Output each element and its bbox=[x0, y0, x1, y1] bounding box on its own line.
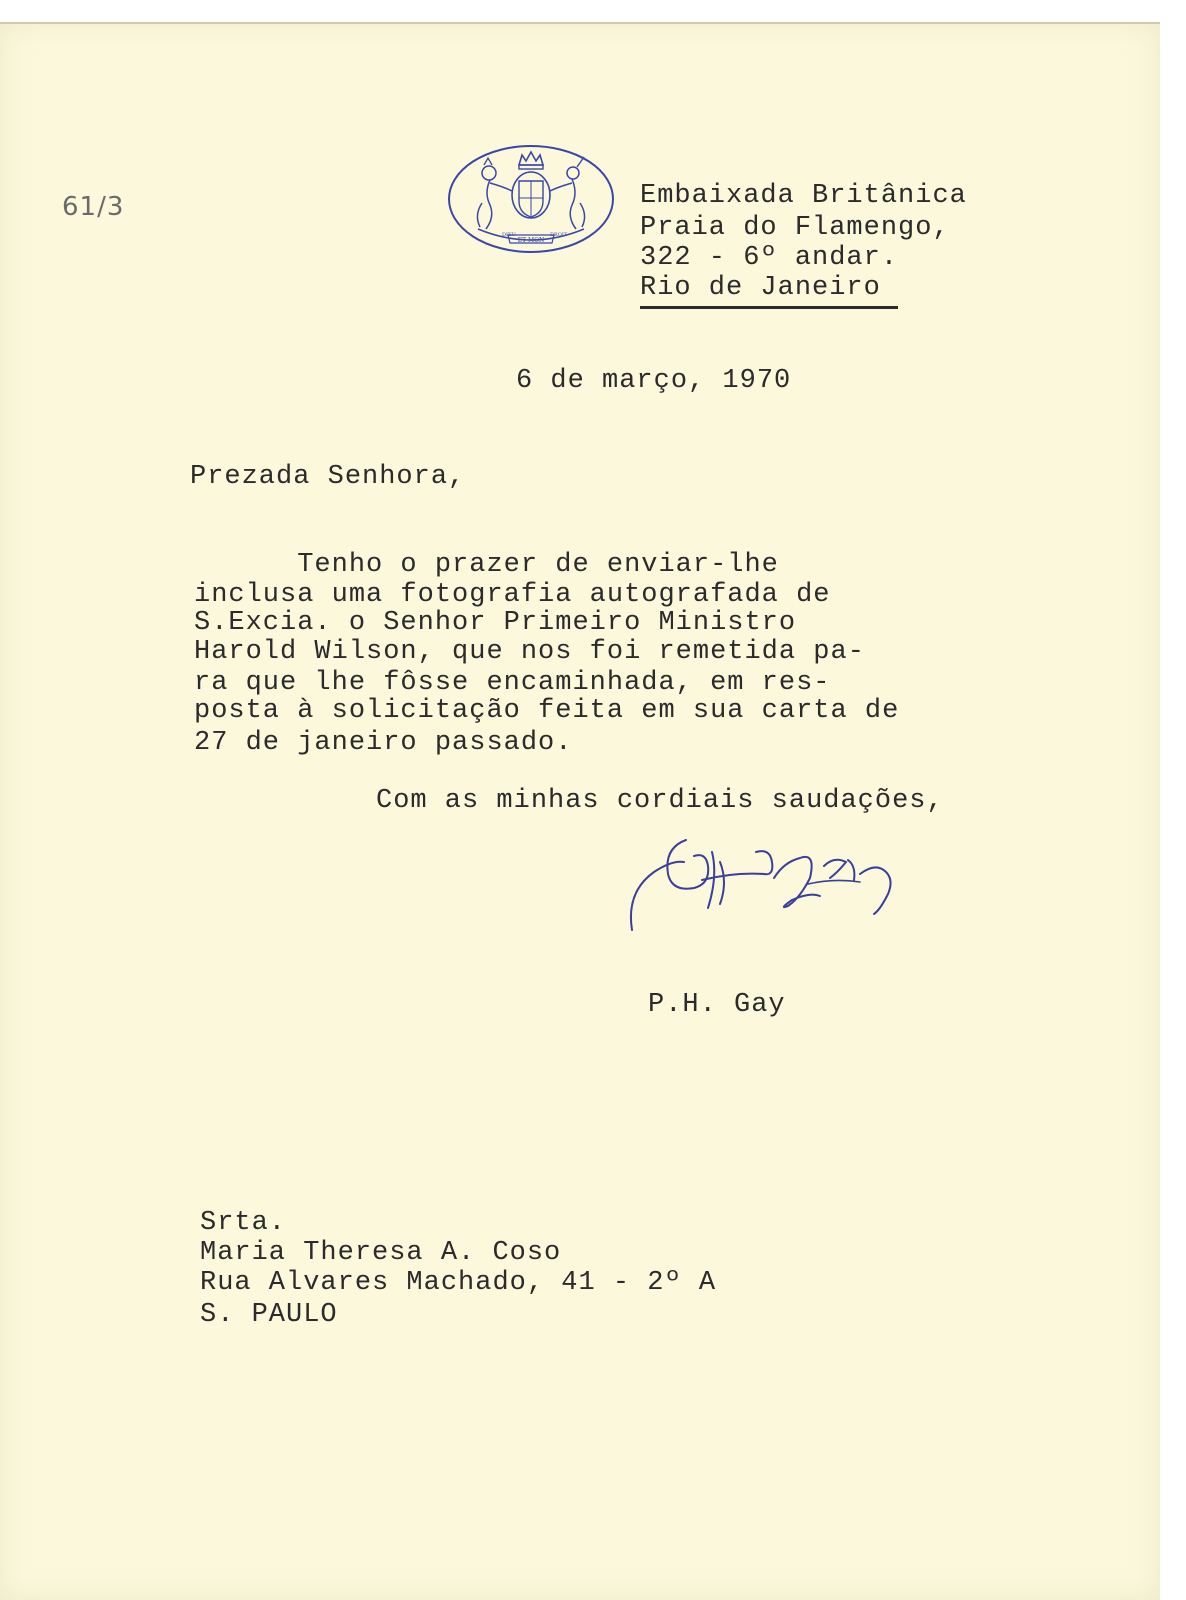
body-line: Harold Wilson, que nos foi remetida pa- bbox=[194, 637, 865, 667]
body-line: posta à solicitação feita em sua carta de bbox=[194, 696, 900, 726]
body-line: Tenho o prazer de enviar-lhe bbox=[194, 550, 779, 580]
body-line: ra que lhe fôsse encaminhada, em res- bbox=[194, 668, 831, 698]
recipient-line-2: Maria Theresa A. Coso bbox=[200, 1238, 562, 1268]
body-line: S.Excia. o Senhor Primeiro Ministro bbox=[194, 608, 797, 638]
recipient-line-3: Rua Alvares Machado, 41 - 2º A bbox=[200, 1268, 717, 1298]
signatory-name: P.H. Gay bbox=[648, 990, 786, 1020]
letter-date: 6 de março, 1970 bbox=[516, 366, 792, 396]
address-underline bbox=[640, 306, 898, 309]
address-line-4: Rio de Janeiro bbox=[640, 273, 881, 303]
closing: Com as minhas cordiais saudações, bbox=[376, 786, 944, 816]
body-line: 27 de janeiro passado. bbox=[194, 728, 573, 758]
recipient-line-1: Srta. bbox=[200, 1208, 287, 1238]
handwritten-signature-icon bbox=[624, 822, 914, 942]
address-line-1: Embaixada Britânica bbox=[640, 181, 967, 211]
body-line: inclusa uma fotografia autografada de bbox=[194, 580, 831, 610]
salutation: Prezada Senhora, bbox=[190, 462, 466, 492]
svg-text:DROIT: DROIT bbox=[550, 232, 568, 238]
recipient-line-4: S. PAULO bbox=[200, 1300, 338, 1330]
svg-text:ET MON: ET MON bbox=[517, 237, 545, 244]
svg-text:DIEU: DIEU bbox=[502, 232, 516, 238]
archive-mark: 61/3 bbox=[62, 192, 125, 222]
paper-top-edge bbox=[0, 22, 1160, 24]
royal-coat-of-arms-icon bbox=[446, 143, 616, 255]
address-line-2: Praia do Flamengo, bbox=[640, 213, 950, 243]
address-line-3: 322 - 6º andar. bbox=[640, 243, 899, 273]
